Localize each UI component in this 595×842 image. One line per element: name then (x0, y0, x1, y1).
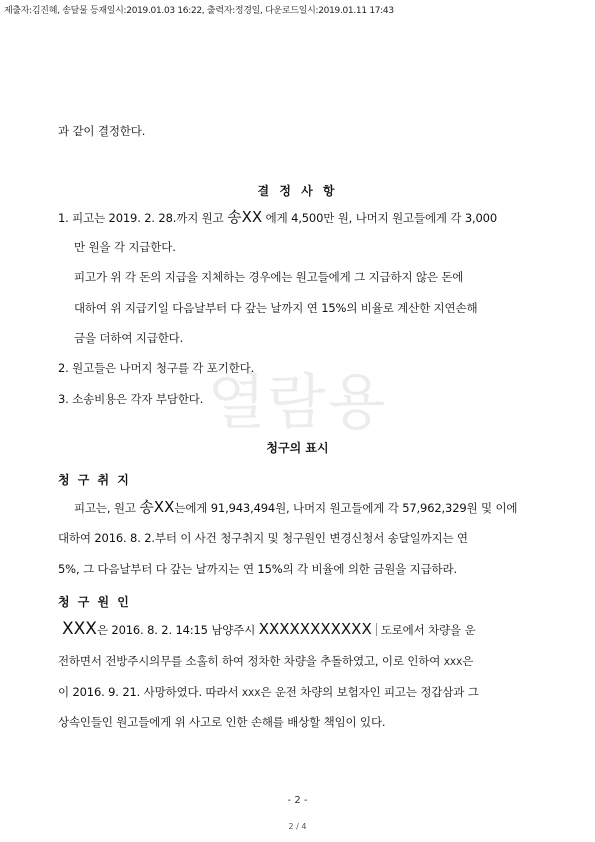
cause-line-1 (62, 619, 476, 639)
item-3: 3. 소송비용은 각자 부담한다. (58, 392, 204, 406)
page-count: 2 / 4 (288, 822, 307, 831)
redacted-address: XXXXXXXXXXX (258, 620, 372, 638)
page-number: - 2 - (287, 795, 308, 806)
cause-text-f: 은 운전 차량의 보험자인 피고는 정갑삼과 그 (260, 685, 479, 699)
item-1-text-b: 에게 4,500만 원, 나머지 원고들에게 각 3,000 (262, 211, 498, 225)
item-1-line-4: 대하여 위 지급기일 다음날부터 다 갚는 날까지 연 15%의 비율로 계산한 지연손해 (74, 301, 478, 315)
redacted-name: XXX (241, 689, 261, 699)
redacted-name: XXX (62, 619, 97, 639)
item-2: 2. 원고들은 나머지 청구를 각 포기한다. (58, 361, 255, 375)
decision-title: 결 정 사 항 (257, 184, 338, 198)
purpose-text-a: 피고는, 원고 (74, 501, 140, 515)
cause-text-a: 은 2016. 8. 2. 14:15 남양주시 (96, 623, 259, 637)
cause-text-b: 도로에서 차량을 운 (380, 623, 476, 637)
cause-line-4: 상속인들인 원고들에게 위 사고로 인한 손해를 배상할 책임이 있다. (58, 715, 386, 729)
cause-text-c: 전하면서 전방주시의무를 소홀히 하여 정차한 차량을 추돌하였고, 이로 인하여 (58, 654, 444, 668)
intro-text: 과 같이 결정한다. (58, 124, 146, 138)
claim-title: 청구의 표시 (266, 441, 329, 455)
cause-line-2 (58, 654, 473, 671)
redaction-divider (376, 623, 377, 636)
cause-text-e: 이 2016. 9. 21. 사망하였다. 따라서 (58, 685, 242, 699)
item-1-line-2: 만 원을 각 지급한다. (74, 240, 176, 254)
watermark: 열람용 (207, 368, 388, 438)
item-1-line-1 (58, 210, 497, 226)
item-1-line-5: 금을 더하여 지급한다. (74, 331, 184, 345)
item-1-text-a: 1. 피고는 2019. 2. 28.까지 원고 (58, 211, 228, 225)
purpose-line-2: 대하여 2016. 8. 2.부터 이 사건 청구취지 및 청구원인 변경신청서 송달일까지는 연 (58, 531, 468, 545)
purpose-line-1 (74, 500, 517, 516)
purpose-line-3: 5%, 그 다음날부터 다 갚는 날까지는 연 15%의 각 비율에 의한 금원을 지급하라. (58, 562, 457, 576)
cause-line-3 (58, 685, 479, 702)
claim-purpose-heading: 청 구 취 지 (58, 473, 131, 487)
download-header: 제출자:김진혜, 송달물 등재일시:2019.01.03 16:22, 출력자:정경일, 다운로드일시:2019.01.11 17:43 (4, 6, 394, 16)
redacted-name: 송XX (227, 208, 263, 226)
purpose-text-b: 는에게 91,943,494원, 나머지 원고들에게 각 57,962,329원 및 이에 (174, 501, 518, 515)
redacted-name: 송XX (139, 498, 175, 516)
item-1-line-3: 피고가 위 각 돈의 지급을 지체하는 경우에는 원고들에게 그 지급하지 않은 돈에 (74, 270, 464, 284)
redacted-name: XXX (443, 658, 463, 668)
cause-text-d: 은 (462, 654, 474, 668)
claim-cause-heading: 청 구 원 인 (58, 595, 131, 609)
